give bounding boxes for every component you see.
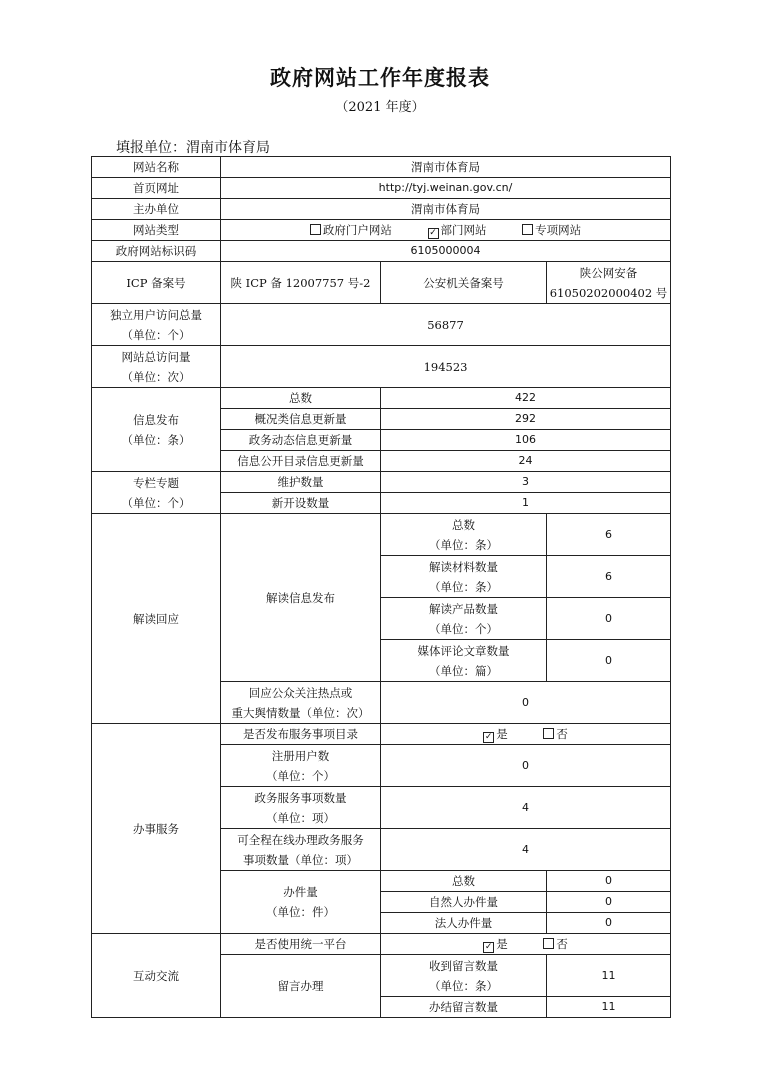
interpret-label: 解读回应 xyxy=(92,514,221,724)
special-row-label: 新开设数量 xyxy=(221,493,381,514)
info-row-label: 信息公开目录信息更新量 xyxy=(221,451,381,472)
checkbox-icon xyxy=(543,728,554,739)
info-row-label: 总数 xyxy=(221,388,381,409)
site-type-option-department[interactable]: ✓ 部门网站 xyxy=(429,223,487,238)
checkbox-icon xyxy=(310,224,321,235)
interpret-row-value: 0 xyxy=(547,598,671,640)
police-value: 陕公网安备 61050202000402 号 xyxy=(547,262,671,304)
messages-received-value: 11 xyxy=(547,955,671,997)
interpret-row-label: 解读产品数量 （单位：个） xyxy=(381,598,547,640)
interpret-row-value: 6 xyxy=(547,556,671,598)
total-visits-value: 194523 xyxy=(221,346,671,388)
info-row xyxy=(92,388,671,409)
checkbox-icon xyxy=(543,938,554,949)
cases-row-label: 自然人办件量 xyxy=(381,892,547,913)
interpret-row xyxy=(92,514,671,556)
reporting-unit xyxy=(116,137,270,157)
total-visits-label: 网站总访问量 （单位：次） xyxy=(92,346,221,388)
info-row-label: 概况类信息更新量 xyxy=(221,409,381,430)
service-label: 办事服务 xyxy=(92,724,221,934)
info-row-label: 政务动态信息更新量 xyxy=(221,430,381,451)
platform-yes[interactable]: ✓ 是 xyxy=(484,937,508,952)
cases-row-value: 0 xyxy=(547,892,671,913)
checked-checkbox-icon: ✓ xyxy=(484,732,493,742)
site-type-label: 网站类型 xyxy=(92,220,221,241)
interpret-row-value: 0 xyxy=(547,640,671,682)
interpret-publish-label: 解读信息发布 xyxy=(221,514,381,682)
icp-row xyxy=(92,262,671,304)
registered-users-value: 0 xyxy=(381,745,671,787)
site-type-option-portal[interactable]: 政府门户网站 xyxy=(310,223,392,237)
cases-label: 办件量 （单位：件） xyxy=(221,871,381,934)
site-name-row xyxy=(92,157,671,178)
unique-visits-value: 56877 xyxy=(221,304,671,346)
report-table xyxy=(91,156,671,1018)
response-label: 回应公众关注热点或 重大舆情数量（单位：次） xyxy=(221,682,381,724)
cases-row-value: 0 xyxy=(547,871,671,892)
unique-visits-row xyxy=(92,304,671,346)
service-catalog-yes[interactable]: ✓ 是 xyxy=(484,727,508,742)
info-label: 信息发布 （单位：条） xyxy=(92,388,221,472)
site-name-label: 网站名称 xyxy=(92,157,221,178)
platform-options xyxy=(381,934,671,955)
sponsor-label: 主办单位 xyxy=(92,199,221,220)
unique-visits-label: 独立用户访问总量 （单位：个） xyxy=(92,304,221,346)
service-items-label: 政务服务事项数量 （单位：项） xyxy=(221,787,381,829)
interpret-row-label: 解读材料数量 （单位：条） xyxy=(381,556,547,598)
platform-no[interactable]: 否 xyxy=(543,937,568,951)
special-row-value: 3 xyxy=(381,472,671,493)
registered-users-label: 注册用户数 （单位：个） xyxy=(221,745,381,787)
site-type-option-special[interactable]: 专项网站 xyxy=(522,223,581,237)
special-row-label: 维护数量 xyxy=(221,472,381,493)
reporting-unit-value: 渭南市体育局 xyxy=(186,140,270,156)
messages-done-value: 11 xyxy=(547,997,671,1018)
response-value: 0 xyxy=(381,682,671,724)
site-name-value: 渭南市体育局 xyxy=(221,157,671,178)
info-row-value: 422 xyxy=(381,388,671,409)
site-type-options xyxy=(221,220,671,241)
info-row-value: 24 xyxy=(381,451,671,472)
site-code-value: 6105000004 xyxy=(221,241,671,262)
service-catalog-no[interactable]: 否 xyxy=(543,727,568,741)
service-catalog-label: 是否发布服务事项目录 xyxy=(221,724,381,745)
service-items-value: 4 xyxy=(381,787,671,829)
cases-row-label: 总数 xyxy=(381,871,547,892)
online-items-value: 4 xyxy=(381,829,671,871)
message-handling-label: 留言办理 xyxy=(221,955,381,1018)
url-row xyxy=(92,178,671,199)
reporting-unit-label: 填报单位： xyxy=(116,140,186,156)
interaction-label: 互动交流 xyxy=(92,934,221,1018)
interpret-row-value: 6 xyxy=(547,514,671,556)
police-label: 公安机关备案号 xyxy=(381,262,547,304)
sponsor-value: 渭南市体育局 xyxy=(221,199,671,220)
online-items-label: 可全程在线办理政务服务 事项数量（单位：项） xyxy=(221,829,381,871)
messages-done-label: 办结留言数量 xyxy=(381,997,547,1018)
site-code-label: 政府网站标识码 xyxy=(92,241,221,262)
cases-row-label: 法人办件量 xyxy=(381,913,547,934)
interpret-row-label: 总数 （单位：条） xyxy=(381,514,547,556)
special-row xyxy=(92,472,671,493)
sponsor-row xyxy=(92,199,671,220)
messages-received-label: 收到留言数量 （单位：条） xyxy=(381,955,547,997)
platform-row xyxy=(92,934,671,955)
report-year: （2021 年度） xyxy=(335,100,425,115)
site-type-row xyxy=(92,220,671,241)
platform-label: 是否使用统一平台 xyxy=(221,934,381,955)
url-value: http://tyj.weinan.gov.cn/ xyxy=(221,178,671,199)
icp-label: ICP 备案号 xyxy=(92,262,221,304)
url-label: 首页网址 xyxy=(92,178,221,199)
service-catalog-row xyxy=(92,724,671,745)
interpret-row-label: 媒体评论文章数量 （单位：篇） xyxy=(381,640,547,682)
service-catalog-options xyxy=(381,724,671,745)
special-label: 专栏专题 （单位：个） xyxy=(92,472,221,514)
report-title: 政府网站工作年度报表 xyxy=(270,65,490,90)
icp-value: 陕 ICP 备 12007757 号-2 xyxy=(221,262,381,304)
checkbox-icon xyxy=(522,224,533,235)
info-row-value: 106 xyxy=(381,430,671,451)
checked-checkbox-icon: ✓ xyxy=(429,228,437,238)
checked-checkbox-icon: ✓ xyxy=(484,942,493,952)
site-code-row xyxy=(92,241,671,262)
special-row-value: 1 xyxy=(381,493,671,514)
total-visits-row xyxy=(92,346,671,388)
cases-row-value: 0 xyxy=(547,913,671,934)
info-row-value: 292 xyxy=(381,409,671,430)
